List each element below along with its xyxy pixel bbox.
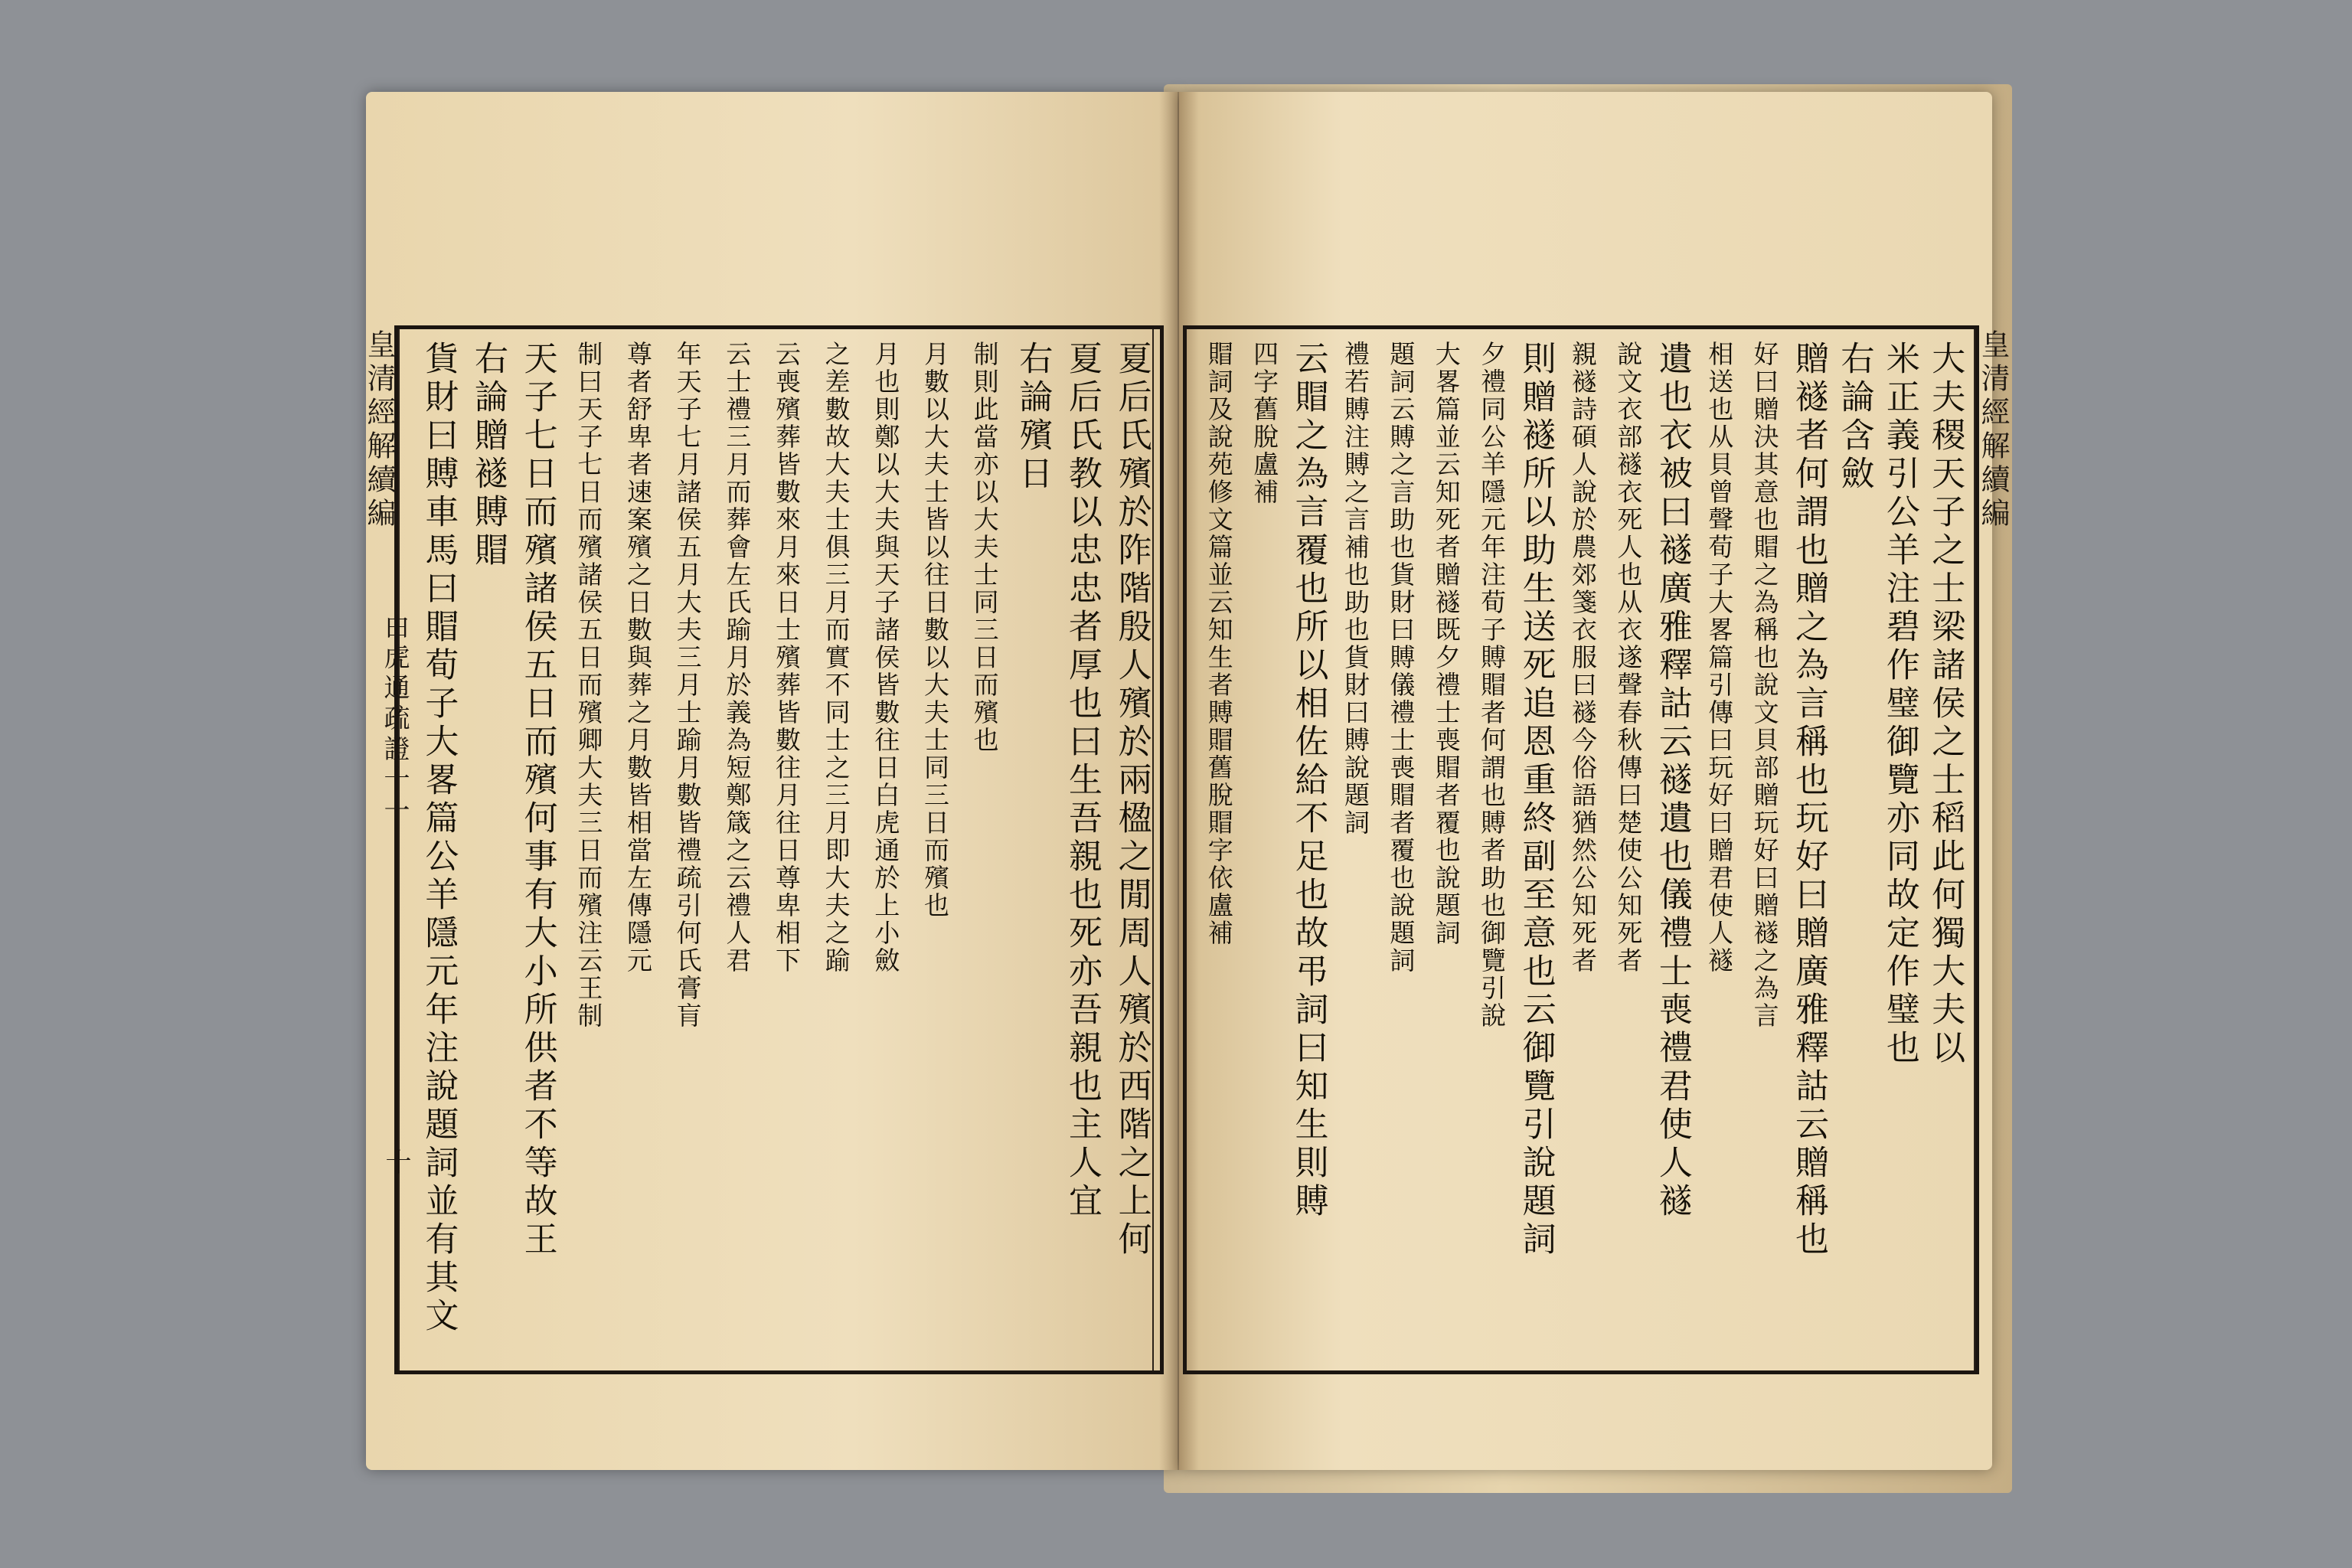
right_page-column: 夕禮同公羊隱元年注荀子賻賵者何謂也賻者助也御覽引說 — [1477, 341, 1508, 1030]
right_page-column: 大夫稷天子之士梁諸侯之士稻此何獨大夫以 — [1926, 341, 1965, 1068]
left_page-column: 月數以大夫士皆以往日數以大夫士同三日而殯也 — [920, 341, 950, 920]
left_page-column: 云士禮三月而葬會左氏踰月於義為短鄭箴之云禮人君 — [722, 341, 753, 975]
left_page-column: 右論殯日 — [1013, 341, 1053, 494]
right_page-column: 贈襚者何謂也贈之為言稱也玩好曰贈廣雅釋詁云贈稱也 — [1789, 341, 1829, 1259]
right_page-column: 好曰贈決其意也賵之為稱也說文貝部贈玩好曰贈襚之為言 — [1749, 341, 1780, 1030]
right_page-column: 題詞云賻之言助也貨財曰賻儀禮士喪賵者覆也說題詞 — [1386, 341, 1416, 975]
left_page-column: 右論贈襚賻賵 — [469, 341, 508, 570]
banxin-subtitle: 白虎通疏證十一 — [379, 612, 410, 827]
right_page-column: 相送也从貝曾聲荀子大畧篇引傳曰玩好曰贈君使人襚 — [1704, 341, 1735, 975]
banxin-title: 皇清經解續編 — [362, 329, 396, 531]
right_page-column: 遺也衣被曰襚廣雅釋詁云襚遺也儀禮士喪禮君使人襚 — [1652, 341, 1692, 1221]
left_page-column: 月也則鄭以大夫與天子諸侯皆數往日白虎通於上小斂 — [871, 341, 901, 975]
left_page-column: 制曰天子七日而殯諸侯五日而殯卿大夫三日而殯注云王制 — [573, 341, 604, 1030]
right_page-column: 右論含斂 — [1834, 341, 1874, 494]
left_page-column: 夏后氏教以忠忠者厚也曰生吾親也死亦吾親也主人宜 — [1063, 341, 1102, 1221]
right_page-column: 則贈襚所以助生送死追恩重終副至意也云御覽引說題詞 — [1516, 341, 1556, 1259]
banxin-title-right: 皇清經解續編 — [1976, 329, 2010, 531]
left_page-column: 云喪殯葬皆數來月來日士殯葬皆數往月往日尊卑相下 — [772, 341, 802, 975]
right_page-column: 親襚詩碩人說於農郊箋衣服曰襚今俗語猶然公知死者 — [1568, 341, 1598, 975]
right_page-column: 賵詞及說苑修文篇並云知生者賻賵舊脫賵字依盧補 — [1204, 341, 1234, 947]
left_page-column: 之差數故大夫士俱三月而實不同士之三月即大夫之踰 — [821, 341, 851, 975]
left_page-column: 天子七日而殯諸侯五日而殯何事有大小所供者不等故王 — [518, 341, 557, 1259]
left_page-column: 制則此當亦以大夫士同三日而殯也 — [969, 341, 1000, 754]
right_page-column: 禮若賻注賻之言補也助也貨財曰賻說題詞 — [1340, 341, 1370, 837]
left_page-column: 年天子七月諸侯五月大夫三月士踰月數皆禮疏引何氏膏肓 — [672, 341, 703, 1030]
left_page-column: 夏后氏殯於阼階殷人殯於兩楹之閒周人殯於西階之上何 — [1112, 341, 1152, 1259]
right_page-column: 米正義引公羊注碧作璧御覽亦同故定作璧也 — [1880, 341, 1919, 1068]
right_page-column: 四字舊脫盧補 — [1250, 341, 1280, 506]
right_page-column: 說文衣部襚衣死人也从衣遂聲春秋傳曰楚使公知死者 — [1613, 341, 1644, 975]
left_page-column: 尊者舒卑者速案殯之日數與葬之月數皆相當左傳隱元 — [623, 341, 653, 975]
right_page-column: 云賵之為言覆也所以相佐給不足也故弔詞曰知生則賻 — [1289, 341, 1328, 1221]
page-number: 十 — [381, 1148, 411, 1174]
right_page-column: 大畧篇並云知死者贈襚既夕禮士喪賵者覆也說題詞 — [1431, 341, 1462, 947]
left_page-column: 貨財曰賻車馬曰賵荀子大畧篇公羊隱元年注說題詞並有其文 — [419, 341, 459, 1336]
